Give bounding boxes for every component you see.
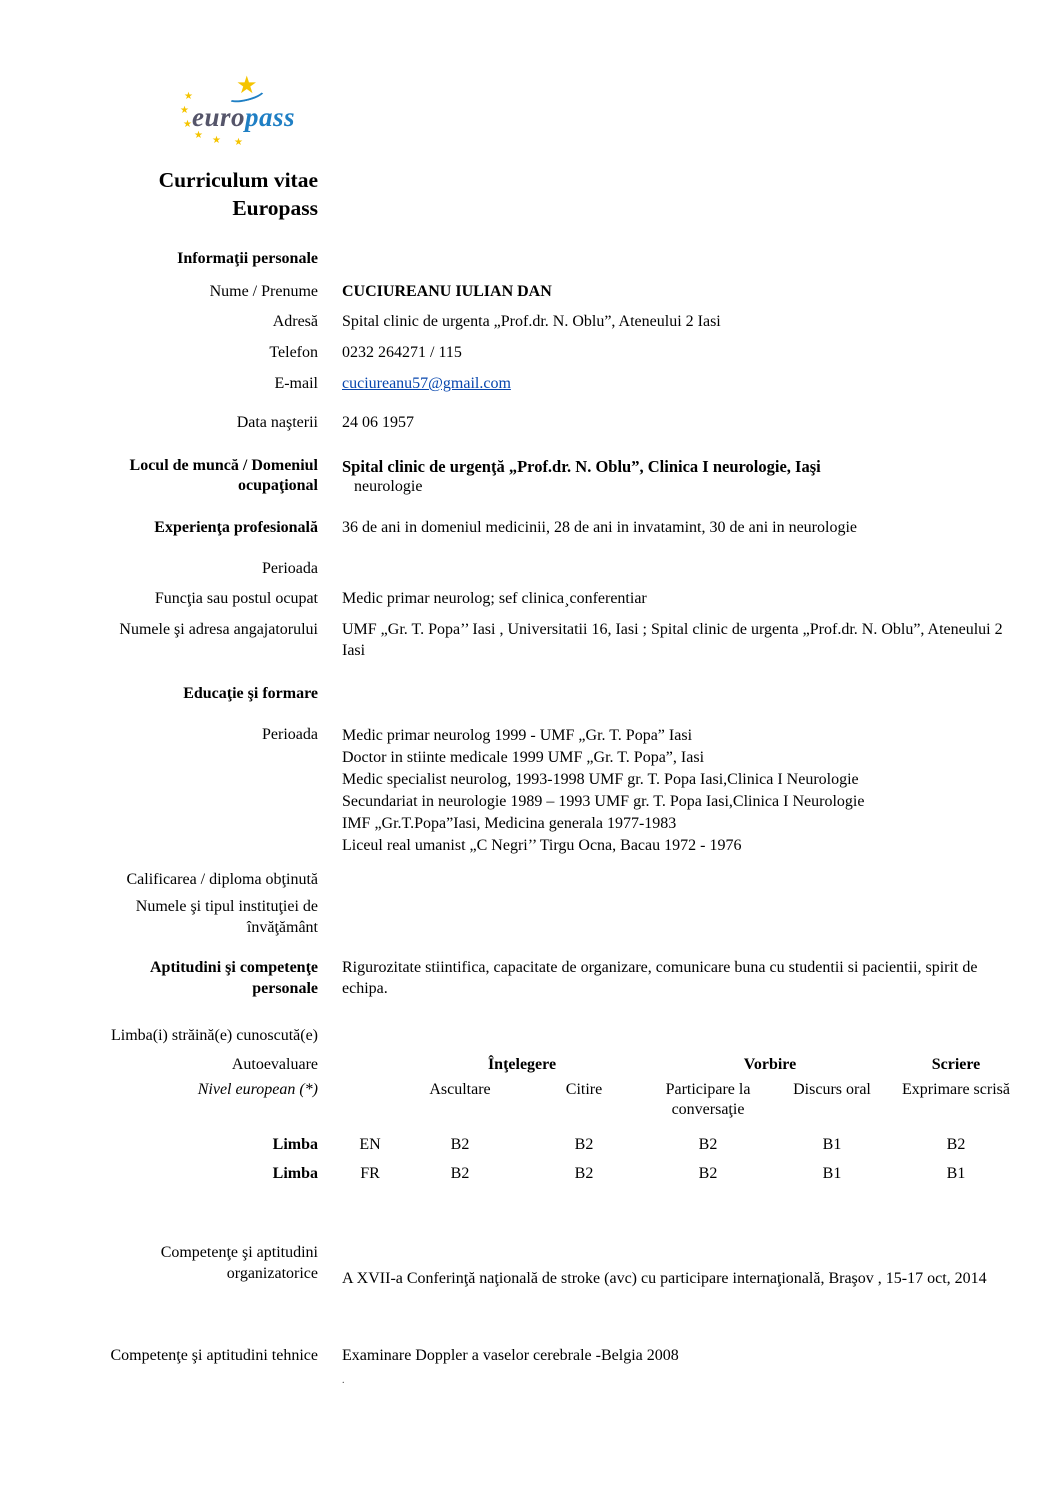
education-line: Liceul real umanist „C Negri’’ Tirgu Ocna, Bacau 1972 - 1976	[342, 836, 742, 854]
language-table-groups	[342, 1055, 1018, 1076]
language-level: B2	[450, 1164, 470, 1182]
language-row-fr-values	[342, 1164, 1018, 1185]
language-level: B2	[574, 1136, 594, 1154]
skills-row	[0, 958, 1018, 1000]
birthdate-row	[0, 413, 1018, 434]
language-code: EN	[359, 1136, 381, 1154]
europass-flying-star-icon: ★	[236, 73, 258, 99]
phone-label: Telefon	[269, 344, 318, 362]
european-level-row	[0, 1080, 1018, 1122]
role-value: Medic primar neurolog; sef clinica¸conferentiar	[342, 590, 647, 608]
education-line: IMF „Gr.T.Popa”Iasi, Medicina generala 1977-1983	[342, 814, 677, 832]
email-link[interactable]: cuciureanu57@gmail.com	[342, 374, 511, 392]
col-oral: Discurs oral	[793, 1080, 871, 1098]
language-level: B2	[946, 1136, 966, 1154]
experience-value: 36 de ani in domeniul medicinii, 28 de ani in invatamint, 30 de ani in neurologie	[342, 518, 857, 536]
occupational-field-value: neurologie	[354, 477, 423, 495]
role-label: Funcţia sau postul ocupat	[154, 590, 318, 608]
experience-label: Experienţa profesională	[154, 518, 318, 536]
language-level: B2	[698, 1164, 718, 1182]
employer-row	[0, 620, 1018, 662]
birthdate-label: Data naşterii	[236, 413, 318, 431]
group-writing: Scriere	[931, 1055, 981, 1073]
personal-section-label: Informaţii personale	[177, 249, 318, 267]
workplace-label: Locul de muncă / Domeniul ocupaţional	[129, 456, 318, 495]
title-row	[0, 166, 1018, 223]
europass-arc-star-icon: ★	[183, 119, 192, 130]
education-section-label: Educaţie şi formare	[183, 684, 318, 702]
language-level: B2	[450, 1136, 470, 1154]
europass-arc-star-icon: ★	[234, 137, 243, 148]
institution-row	[0, 897, 1018, 939]
education-line: Medic primar neurolog 1999 - UMF „Gr. T. Popa” Iasi	[342, 726, 693, 744]
europass-arc-star-icon: ★	[212, 135, 221, 146]
logo-text-pass: pass	[245, 102, 296, 132]
language-row-en-values	[342, 1135, 1018, 1156]
europass-arc-star-icon: ★	[184, 91, 193, 102]
qualification-label: Calificarea / diploma obţinută	[126, 871, 318, 889]
institution-label: Numele şi tipul instituţiei de învăţământ	[135, 897, 318, 936]
tech-competencies-label: Competenţe şi aptitudini tehnice	[110, 1346, 318, 1364]
col-reading: Citire	[565, 1080, 603, 1098]
experience-row	[0, 518, 1018, 539]
employer-label: Numele şi adresa angajatorului	[119, 621, 318, 639]
address-value: Spital clinic de urgenta „Prof.dr. N. Oblu”, Ateneului 2 Iasi	[342, 313, 721, 331]
org-competencies-value: A XVII-a Conferinţă naţională de stroke (avc) cu participare internaţională, Braşov , 15-17 oct, 2014	[342, 1269, 987, 1287]
period-label: Perioada	[262, 559, 318, 577]
email-label: E-mail	[274, 374, 318, 392]
skills-label: Aptitudini şi competenţe personale	[150, 959, 318, 998]
page-title	[0, 166, 318, 223]
group-understanding: Înţelegere	[487, 1055, 557, 1073]
logo-text-euro: euro	[192, 102, 246, 132]
page-title-line2: Europass	[232, 196, 318, 221]
name-value: CUCIUREANU IULIAN DAN	[342, 282, 552, 300]
footnote-row	[0, 1374, 1018, 1387]
workplace-row	[0, 456, 1018, 498]
skills-value: Rigurozitate stiintifica, capacitate de organizare, comunicare buna cu studentii si pacientii, spirit de echipa.	[342, 959, 978, 998]
name-label: Nume / Prenume	[209, 282, 318, 300]
languages-known-row	[0, 1026, 1018, 1047]
tech-competencies-row	[0, 1346, 1018, 1367]
address-row	[0, 312, 1018, 333]
qualification-row	[0, 870, 1018, 891]
period-row	[0, 559, 1018, 580]
personal-section-row	[0, 249, 1018, 270]
language-level: B1	[822, 1136, 842, 1154]
education-section-row	[0, 684, 1018, 705]
self-assessment-row	[0, 1055, 1018, 1076]
employer-value: UMF „Gr. T. Popa’’ Iasi , Universitatii 16, Iasi ; Spital clinic de urgenta „Prof.dr. N. Oblu”, Ateneului 2 Iasi	[342, 621, 1003, 659]
col-written: Exprimare scrisă	[902, 1080, 1010, 1098]
address-label: Adresă	[272, 313, 318, 331]
languages-known-label: Limba(i) străină(e) cunoscută(e)	[110, 1027, 318, 1044]
col-conversation: Participare la conversaţie	[665, 1080, 751, 1119]
europass-logo-text	[192, 100, 295, 135]
org-competencies-row	[0, 1243, 1018, 1290]
language-code: FR	[360, 1164, 380, 1182]
education-line: Medic specialist neurolog, 1993-1998 UMF gr. T. Popa Iasi,Clinica I Neurologie	[342, 770, 859, 788]
education-period-label: Perioada	[262, 725, 318, 743]
europass-logo	[180, 73, 330, 148]
education-period-row	[0, 725, 1018, 857]
language-row-label: Limba	[272, 1136, 318, 1154]
language-level: B1	[946, 1164, 966, 1182]
phone-value: 0232 264271 / 115	[342, 344, 462, 362]
role-row	[0, 589, 1018, 610]
education-line: Secundariat in neurologie 1989 – 1993 UMF gr. T. Popa Iasi,Clinica I Neurologie	[342, 792, 865, 810]
birthdate-value: 24 06 1957	[342, 413, 414, 431]
language-row-en	[0, 1135, 1018, 1156]
language-level: B2	[698, 1136, 718, 1154]
page-title-line1: Curriculum vitae	[158, 168, 318, 192]
language-table-headers	[342, 1080, 1018, 1122]
european-level-label: Nivel european (*)	[197, 1080, 318, 1098]
language-level: B2	[574, 1164, 594, 1182]
language-row-fr	[0, 1164, 1018, 1185]
org-competencies-label: Competenţe şi aptitudini organizatorice	[160, 1243, 318, 1282]
group-speaking: Vorbire	[743, 1055, 797, 1073]
education-lines	[342, 725, 1018, 857]
col-listening: Ascultare	[429, 1080, 491, 1098]
language-level: B1	[822, 1164, 842, 1182]
tech-competencies-value: Examinare Doppler a vaselor cerebrale -Belgia 2008	[342, 1346, 679, 1364]
email-row	[0, 374, 1018, 395]
europass-arc-star-icon: ★	[194, 130, 203, 141]
europass-arc-star-icon: ★	[180, 105, 189, 116]
education-line: Doctor in stiinte medicale 1999 UMF „Gr. T. Popa”, Iasi	[342, 748, 705, 766]
self-assessment-label: Autoevaluare	[231, 1055, 318, 1073]
phone-row	[0, 343, 1018, 364]
language-row-label: Limba	[272, 1164, 318, 1182]
workplace-value: Spital clinic de urgenţă „Prof.dr. N. Oblu”, Clinica I neurologie, Iaşi	[342, 456, 821, 476]
footnote-mark: .	[342, 1375, 345, 1387]
name-row	[0, 282, 1018, 303]
